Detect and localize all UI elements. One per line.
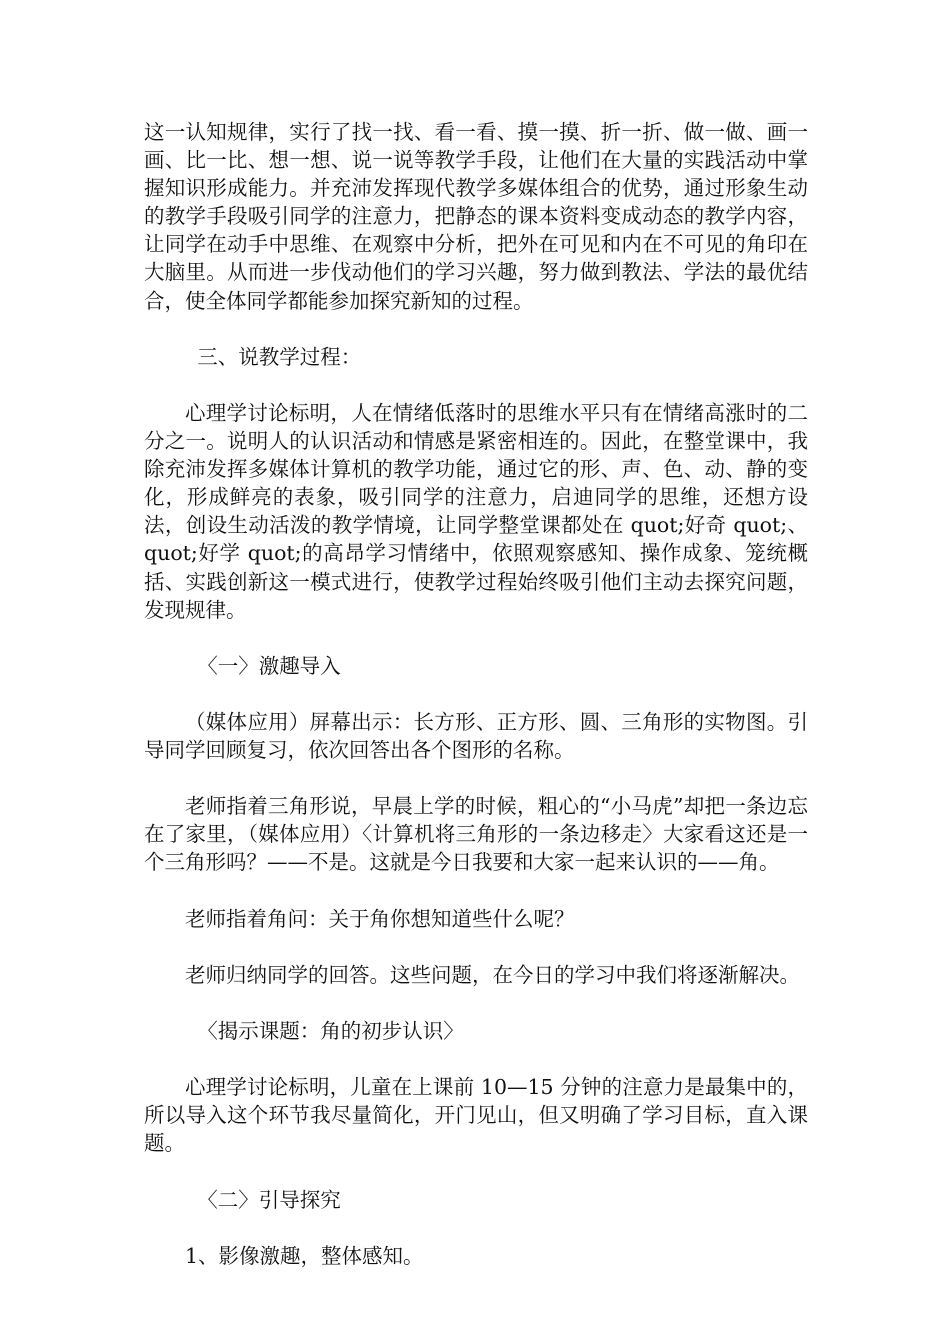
paragraph-step-one: 1、影像激趣，整体感知。 bbox=[185, 1243, 424, 1268]
paragraph-media-display: （媒体应用）屏幕出示：长方形、正方形、圆、三角形的实物图。引导同学回顾复习，依次回答出各个图形的名称。 bbox=[144, 709, 808, 763]
paragraph-teacher-summary: 老师归纳同学的回答。这些问题，在今日的学习中我们将逐渐解决。 bbox=[185, 962, 800, 987]
subheading-introduction: 〈一〉激趣导入 bbox=[197, 653, 341, 678]
paragraph-continuation: 这一认知规律，实行了找一找、看一看、摸一摸、折一折、做一做、画一画、比一比、想一想、说一说等教学手段，让他们在大量的实践活动中掌握知识形成能力。并充沛发挥现代教学多媒体组合的优势，通过形象生动的教学手段吸引同学的注意力，把静态的课本资料变成动态的教学内容，让同学在动手中思维、在观察中分析，把外在可见和内在不可见的角印在大脑里。从而进一步伐动他们的学习兴趣，努力做到教法、学法的最优结合，使全体同学都能参加探究新知的过程。 bbox=[144, 120, 808, 313]
section-heading-teaching-process: 三、说教学过程： bbox=[197, 344, 362, 369]
paragraph-attention-span: 心理学讨论标明，儿童在上课前 10—15 分钟的注意力是最集中的，所以导入这个环节我尽量简化，开门见山，但又明确了学习目标，直入课题。 bbox=[144, 1075, 808, 1156]
paragraph-reveal-topic: 〈揭示课题：角的初步认识〉 bbox=[197, 1019, 464, 1043]
paragraph-psychology-research: 心理学讨论标明，人在情绪低落时的思维水平只有在情绪高涨时的二分之一。说明人的认识活动和情感是紧密相连的。因此，在整堂课中，我除充沛发挥多媒体计算机的教学功能，通过它的形、声、色、动、静的变化，形成鲜亮的表象，吸引同学的注意力，启迪同学的思维，还想方设法，创设生动活泼的教学情境，让同学整堂课都处在 quot;好奇 quot;、 quot;好学 quot;的高昂学习情绪中，依照观察感知、操作成象、笼统概括、实践创新这一模式进行，使教学过程始终吸引他们主动去探究问题，发现规律。 bbox=[144, 400, 808, 622]
paragraph-teacher-question: 老师指着角问：关于角你想知道些什么呢？ bbox=[185, 906, 575, 931]
subheading-guided-exploration: 〈二〉引导探究 bbox=[197, 1187, 341, 1212]
paragraph-triangle-story: 老师指着三角形说，早晨上学的时候，粗心的“小马虎”却把一条边忘在了家里，（媒体应用）〈计算机将三角形的一条边移走〉大家看这还是一个三角形吗？——不是。这就是今日我要和大家一起来认识的——角。 bbox=[144, 794, 808, 875]
document-page bbox=[144, 118, 808, 1298]
